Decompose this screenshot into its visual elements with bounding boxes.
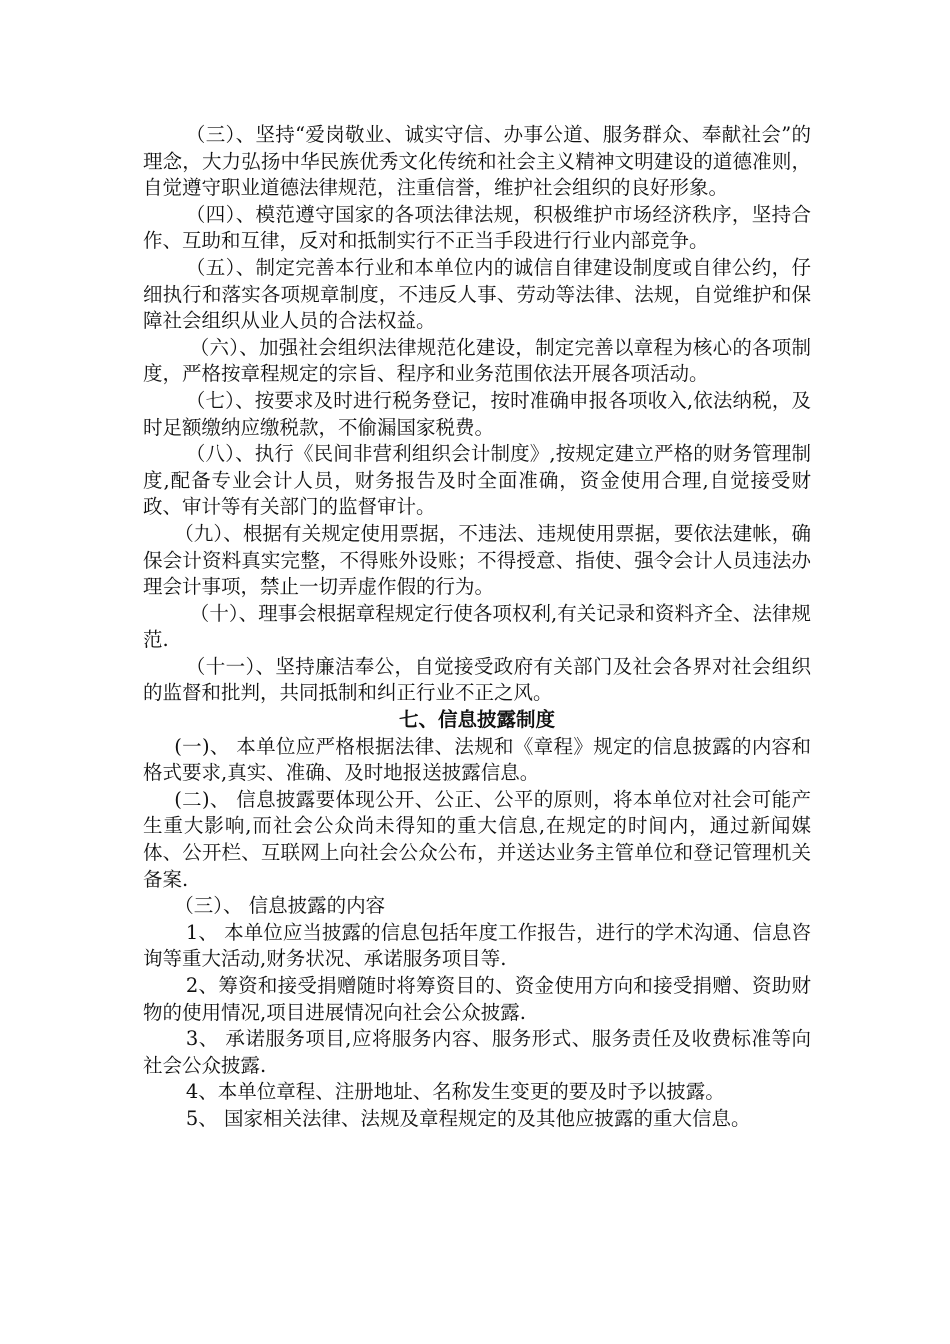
integrity-item-3: （三）、坚持“爱岗敬业、诚实守信、办事公道、服务群众、奉献社会”的理念，大力弘扬中华民族优秀文化传统和社会主义精神文明建设的道德准则，自觉遵守职业道德法律规范，注重信誉，维护社会组织的良好形象。 [143, 123, 811, 200]
integrity-item-6: （六）、加强社会组织法律规范化建设，制定完善以章程为核心的各项制度，严格按章程规定的宗旨、程序和业务范围依法开展各项活动。 [143, 335, 811, 386]
disclosure-subitem-4: 4、本单位章程、注册地址、名称发生变更的要及时予以披露。 [185, 1080, 725, 1104]
disclosure-subitem-1: 1、 本单位应当披露的信息包括年度工作报告，进行的学术沟通、信息咨询等重大活动,财务状况、承诺服务项目等. [143, 920, 811, 971]
disclosure-item-3: （三）、 信息披露的内容 [174, 894, 386, 918]
disclosure-item-2: (二)、 信息披露要体现公开、公正、公平的原则，将本单位对社会可能产生重大影响,而社会公众尚未得知的重大信息,在规定的时间内，通过新闻媒体、公开栏、互联网上向社会公众公布，并送达业务主管单位和登记管理机关备案. [143, 787, 811, 891]
disclosure-subitem-3: 3、 承诺服务项目,应将服务内容、服务形式、服务责任及收费标准等向社会公众披露. [143, 1027, 811, 1077]
integrity-item-4: （四）、模范遵守国家的各项法律法规，积极维护市场经济秩序，坚持合作、互助和互律，反对和抵制实行不正当手段进行行业内部竞争。 [143, 202, 811, 253]
integrity-item-5: （五）、制定完善本行业和本单位内的诚信自律建设制度或自律公约，仔细执行和落实各项规章制度，不违反人事、劳动等法律、法规，自觉维护和保障社会组织从业人员的合法权益。 [143, 255, 811, 333]
integrity-item-9: （九）、根据有关规定使用票据，不违法、违规使用票据，要依法建帐，确保会计资料真实完整，不得账外设账；不得授意、指使、强令会计人员违法办理会计事项，禁止一切弄虚作假的行为。 [143, 521, 811, 599]
document-page [143, 122, 811, 1133]
integrity-item-10: （十）、理事会根据章程规定行使各项权利,有关记录和资料齐全、法律规范. [143, 601, 811, 652]
disclosure-subitem-5: 5、 国家相关法律、法规及章程规定的及其他应披露的重大信息。 [185, 1106, 751, 1130]
disclosure-subitem-2: 2、筹资和接受捐赠随时将筹资目的、资金使用方向和接受捐赠、资助财物的使用情况,项目进展情况向社会公众披露. [143, 974, 811, 1024]
disclosure-item-1: (一)、 本单位应严格根据法律、法规和《章程》规定的信息披露的内容和格式要求,真实、准确、及时地报送披露信息。 [143, 734, 811, 785]
section-heading-disclosure: 七、信息披露制度 [398, 708, 555, 732]
integrity-item-11: （十一）、坚持廉洁奉公，自觉接受政府有关部门及社会各界对社会组织的监督和批判，共同抵制和纠正行业不正之风。 [143, 654, 811, 705]
integrity-item-7: （七）、按要求及时进行税务登记，按时准确申报各项收入,依法纳税，及时足额缴纳应缴税款，不偷漏国家税费。 [143, 388, 811, 439]
integrity-item-8: （八）、执行《民间非营利组织会计制度》,按规定建立严格的财务管理制度,配备专业会计人员，财务报告及时全面准确，资金使用合理,自觉接受财政、审计等有关部门的监督审计。 [143, 442, 811, 519]
